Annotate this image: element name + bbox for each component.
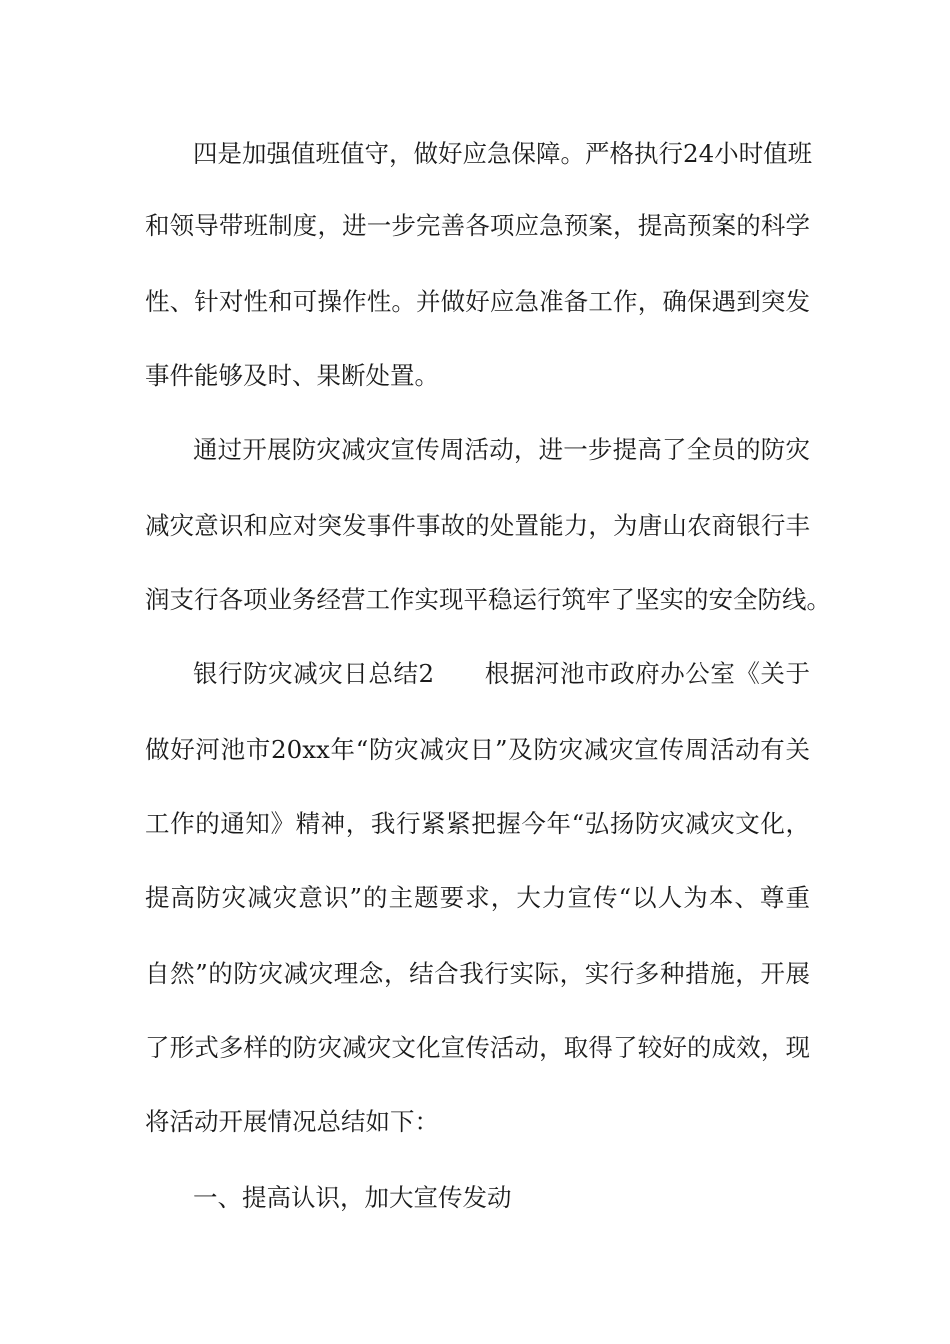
paragraph-line: 和领导带班制度，进一步完善各项应急预案，提高预案的科学 — [145, 211, 810, 240]
section-heading: 一、提高认识，加大宣传发动 — [193, 1183, 512, 1212]
paragraph-line: 提高防灾减灾意识”的主题要求，大力宣传“以人为本、尊重 — [145, 883, 810, 912]
paragraph-line: 了形式多样的防灾减灾文化宣传活动，取得了较好的成效，现 — [145, 1033, 810, 1062]
paragraph-line: 工作的通知》精神，我行紧紧把握今年“弘扬防灾减灾文化， — [145, 809, 810, 838]
paragraph-line: 性、针对性和可操作性。并做好应急准备工作，确保遇到突发 — [145, 287, 810, 316]
paragraph-line: 润支行各项业务经营工作实现平稳运行筑牢了坚实的安全防线。 — [145, 585, 831, 614]
paragraph-line: 做好河池市20xx年“防灾减灾日”及防灾减灾宣传周活动有关 — [145, 735, 810, 764]
paragraph-line: 将活动开展情况总结如下： — [145, 1107, 439, 1136]
paragraph-line: 银行防灾减灾日总结2 根据河池市政府办公室《关于 — [193, 659, 810, 688]
paragraph-line: 事件能够及时、果断处置。 — [145, 361, 439, 390]
paragraph-line: 四是加强值班值守，做好应急保障。严格执行24小时值班 — [193, 139, 813, 168]
paragraph-line: 自然”的防灾减灾理念，结合我行实际，实行多种措施，开展 — [145, 959, 810, 988]
paragraph-line: 通过开展防灾减灾宣传周活动，进一步提高了全员的防灾 — [193, 435, 810, 464]
paragraph-line: 减灾意识和应对突发事件事故的处置能力，为唐山农商银行丰 — [145, 511, 810, 540]
